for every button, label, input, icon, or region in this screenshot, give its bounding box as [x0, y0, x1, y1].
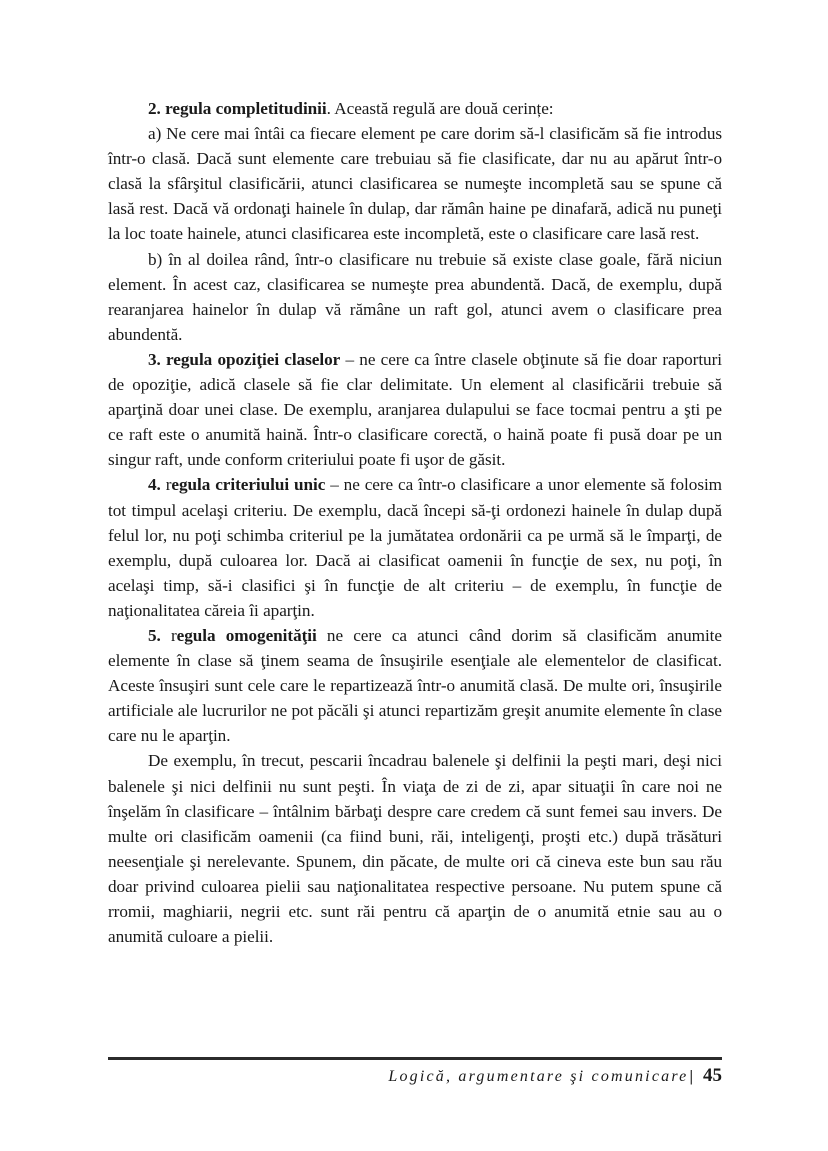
footer-book-title: Logică, argumentare şi comunicare [388, 1068, 689, 1085]
paragraph-rule-2b [108, 247, 722, 347]
paragraph-example [108, 748, 722, 949]
rule-2b-text: b) în al doilea rând, într-o clasificare nu trebuie să existe clase goale, fără niciun element. În acest caz, clasificarea se numeşte prea abundentă. Dacă, de exemplu, după rearanjarea hainelor în dulap vă rămâne un raft gol, atunci avem o clasificare prea abundentă. [108, 249, 722, 344]
rule-2-text: . Această regulă are două cerințe: [326, 99, 554, 118]
paragraph-rule-4-criteriului-unic [108, 472, 722, 623]
rule-4-heading: egula criteriului unic [171, 475, 326, 495]
example-text: De exemplu, în trecut, pescarii încadrau balenele şi delfinii la peşti mari, deşi nici balenele şi nici delfinii nu sunt peşti. În viaţa de zi de zi, apar situaţii în care noi ne înşelăm în clasificare – întâlnim bărbaţi despre care credem că sunt femei sau invers. De multe ori clasificăm oamenii (ca fiind buni, răi, inteligenţi, proşti etc.) după trăsături neesenţiale şi nerelevante. Spunem, din păcate, de multe ori că cineva este bun sau rău doar privind culoarea pielii sau naţionalitatea respective persoane. Nu putem spune că rromii, maghiarii, negrii etc. sunt răi pentru că aparţin de o anumită etnie sau au o anumită culoare a pielii. [108, 751, 722, 947]
footer-divider [108, 1057, 722, 1060]
rule-5-text: ne cere ca atunci când dorim să clasificăm anumite elemente în clase să ţinem seama de însuşirile esenţiale ale elementelor de clasificat. Aceste însuşiri sunt cele care le repartizează într-o anumită clasă. De multe ori, însuşirile artificiale ale lucrurilor ne pot păcăli şi atunci repartizăm greşit anumite elemente în clase care nu le aparţin. [108, 625, 722, 746]
page-number: 45 [703, 1065, 722, 1086]
rule-3-heading: 3. regula opoziţiei claselor [148, 349, 341, 369]
rule-5-heading: egula omogenităţii [176, 625, 317, 645]
rule-2-heading: 2. regula completitudinii [148, 99, 327, 118]
page-footer [108, 1057, 722, 1087]
rule-2a-text: a) Ne cere mai întâi ca fiecare element pe care dorim să-l clasificăm să fie introdus într-o clasă. Dacă sunt elemente care trebuiau să fie clasificate, dar nu au apărut într-o clasă la sfârşitul clasificării, atunci clasificarea se numeşte incompletă sau se spune că lasă rest. Dacă vă ordonaţi hainele în dulap, dar rămân haine pe dinafară, adică nu puneţi la loc toate hainele, atunci clasificarea este incompletă, este o clasificare care lasă rest. [108, 124, 722, 244]
page-body-text [108, 96, 722, 949]
paragraph-rule-2-completitudinii [108, 96, 722, 121]
paragraph-rule-2a [108, 121, 722, 246]
rule-4-lead-letter: r [165, 475, 172, 495]
footer-separator: | [689, 1068, 693, 1085]
rule-3-text: – ne cere ca între clasele obţinute să fie doar raporturi de opoziţie, adică clasele să fie clar delimitate. Un element al clasificării trebuie să aparţină doar unei clase. De exemplu, aranjarea dulapului se face tocmai pentru a şti pe ce raft este o anumită haină. Într-o clasificare corectă, o haină poate fi pusă doar pe un singur raft, unde conform criteriului poate fi uşor de găsit. [108, 349, 722, 470]
rule-4-number: 4. [148, 475, 166, 495]
rule-5-number: 5. [148, 625, 171, 645]
footer-content [108, 1065, 722, 1087]
rule-4-text: – ne cere ca într-o clasificare a unor elemente să folosim tot timpul acelaşi criteriu. De exemplu, dacă începi să-ţi ordonezi hainele în dulap după felul lor, nu poţi schimba criteriul pe la jumătatea ordonării ca pe urmă să le împarţi, de exemplu, după culoarea lor. Dacă ai clasificat oamenii în funcţie de sex, nu poţi, în acelaşi timp, să-i clasifici şi în funcţie de alt criteriu – de exemplu, în funcţie de naţionalitatea căreia îi aparţin. [108, 475, 722, 620]
paragraph-rule-3-opozitiei-claselor [108, 347, 722, 472]
paragraph-rule-5-omogenitatii [108, 623, 722, 748]
rule-5-lead-letter: r [170, 625, 177, 645]
